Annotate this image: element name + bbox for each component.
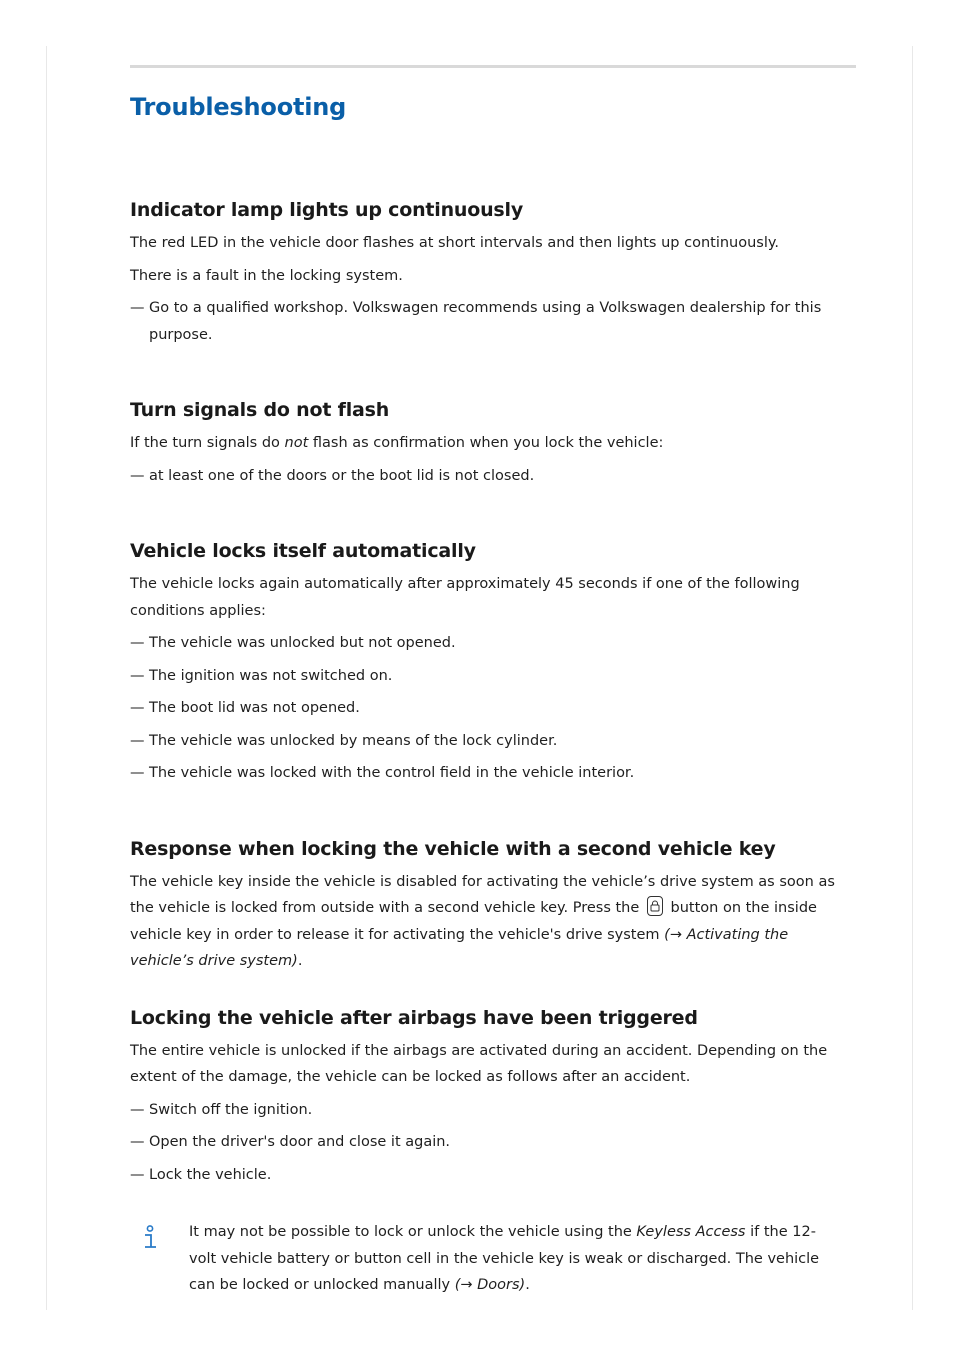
emphasis-not: not xyxy=(284,435,309,451)
dash-bullet: — xyxy=(130,1134,145,1150)
dash-bullet: — xyxy=(130,700,145,716)
section-heading-turn-signals: Turn signals do not flash xyxy=(130,399,390,421)
dash-bullet: — xyxy=(130,467,145,484)
info-icon xyxy=(141,1225,159,1255)
page-border-right xyxy=(912,46,913,1310)
dash-bullet: — xyxy=(130,732,145,749)
emphasis-keyless-access: Keyless Access xyxy=(636,1224,746,1240)
list-item xyxy=(130,463,842,490)
note-text: It may not be possible to lock or unlock the vehicle using the Keyless Access if the 12-volt vehicle battery or button cell in the vehicle key is weak or discharged. The vehicle can be locked or unlocked manually (→ Doors). xyxy=(189,1224,820,1293)
section-text: There is a fault in the locking system. xyxy=(130,267,403,284)
list-item-text: at least one of the doors or the boot lid is not closed. xyxy=(149,467,535,484)
dash-bullet: — xyxy=(130,300,145,316)
cross-reference-link[interactable]: (→ Activating the vehicle’s drive system) xyxy=(130,926,789,969)
section-text: The red LED in the vehicle door flashes at short intervals and then lights up continuously. xyxy=(130,235,779,251)
section-text: The vehicle key inside the vehicle is disabled for activating the vehicle’s drive system as soon as the vehicle is locked from outside with a second vehicle key. Press the button on the inside vehicle key in order to release it for activating the vehicle's drive system (→ Activating the vehicle’s drive system). xyxy=(130,873,835,969)
list-item: — The vehicle was unlocked but not opened. xyxy=(130,630,842,657)
section-text: The vehicle locks again automatically after approximately 45 seconds if one of the following conditions applies: xyxy=(130,576,800,619)
page-border-left xyxy=(46,46,47,1310)
list-item xyxy=(130,295,842,348)
list-item: — The vehicle was locked with the control field in the vehicle interior. xyxy=(130,760,842,787)
top-divider xyxy=(130,65,856,68)
section-heading-second-key: Response when locking the vehicle with a second vehicle key xyxy=(130,837,776,860)
dash-bullet: — xyxy=(130,765,145,781)
list-item-text: Go to a qualified workshop. Volkswagen recommends using a Volkswagen dealership for this purpose. xyxy=(149,300,822,343)
page-title: Troubleshooting xyxy=(130,93,347,121)
section-heading-auto-lock: Vehicle locks itself automatically xyxy=(130,540,476,562)
dash-bullet: — xyxy=(130,1101,145,1118)
lock-button-icon xyxy=(647,896,663,916)
page-content xyxy=(130,88,842,1299)
dash-bullet: — xyxy=(130,667,145,684)
list-item: — Lock the vehicle. xyxy=(130,1162,842,1189)
cross-reference-link[interactable]: (→ Doors) xyxy=(454,1277,526,1293)
list-item: — Switch off the ignition. xyxy=(130,1097,842,1124)
section-heading-airbags: Locking the vehicle after airbags have been triggered xyxy=(130,1006,698,1029)
section-text: If the turn signals do not flash as confirmation when you lock the vehicle: xyxy=(130,435,664,451)
list-item: — The ignition was not switched on. xyxy=(130,663,842,690)
section-heading-indicator-lamp: Indicator lamp lights up continuously xyxy=(130,199,524,221)
list-item: — The boot lid was not opened. xyxy=(130,695,842,722)
dash-bullet: — xyxy=(130,635,145,651)
list-item: — The vehicle was unlocked by means of the lock cylinder. xyxy=(130,728,842,755)
section-text: The entire vehicle is unlocked if the airbags are activated during an accident. Depending on the extent of the damage, the vehicle can be locked as follows after an accident. xyxy=(130,1042,828,1085)
dash-bullet: — xyxy=(130,1166,145,1183)
list-item: — Open the driver's door and close it again. xyxy=(130,1129,842,1156)
info-note xyxy=(130,1219,842,1299)
